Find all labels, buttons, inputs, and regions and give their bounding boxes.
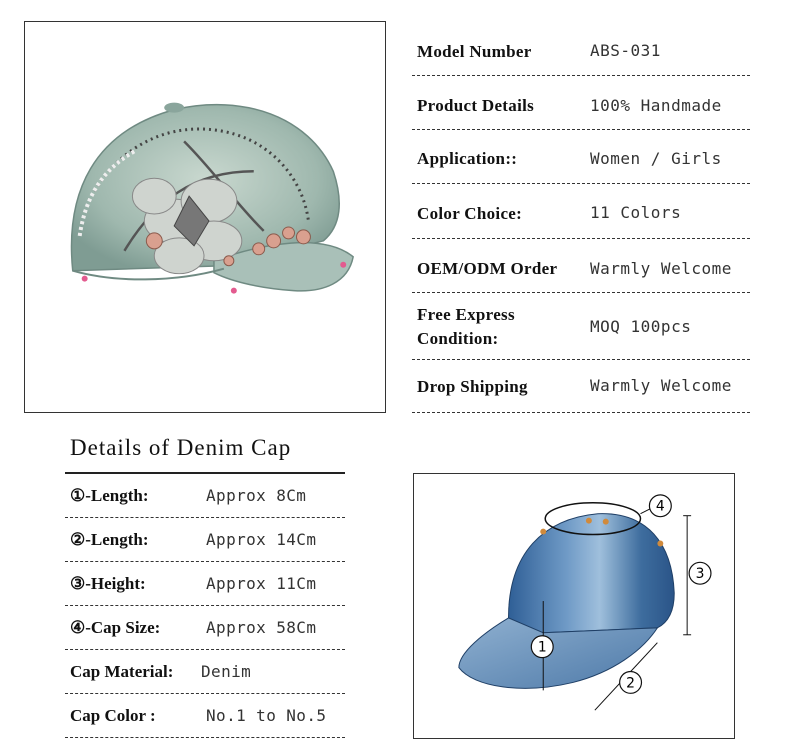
detail-row-cap-size xyxy=(65,606,345,650)
detail-value: Approx 11Cm xyxy=(206,574,317,593)
detail-label: ③-Height: xyxy=(70,574,146,593)
detail-row-color xyxy=(65,694,345,738)
spec-value: MOQ 100pcs xyxy=(590,317,692,336)
detail-label: ④-Cap Size: xyxy=(70,618,161,637)
spec-label: Application:: xyxy=(417,149,518,168)
specification-table xyxy=(412,32,750,413)
cap-dimension-diagram xyxy=(413,473,735,739)
detail-value: Approx 8Cm xyxy=(206,486,307,505)
spec-label: Drop Shipping xyxy=(417,377,528,396)
spec-row-color-choice xyxy=(412,184,750,239)
detail-label: Cap Material: xyxy=(70,662,174,681)
detail-value: Denim xyxy=(201,662,252,681)
detail-label: Cap Color : xyxy=(70,706,156,725)
spec-label: Model Number xyxy=(417,42,532,61)
spec-row-product-details xyxy=(412,76,750,130)
spec-value: Warmly Welcome xyxy=(590,376,732,395)
detail-row-material xyxy=(65,650,345,694)
spec-row-drop-shipping xyxy=(412,360,750,413)
detail-row-length-1 xyxy=(65,474,345,518)
details-title: Details of Denim Cap xyxy=(65,430,345,474)
marker-4-label: 4 xyxy=(655,498,665,515)
marker-1-label: 1 xyxy=(537,639,547,656)
spec-value: Warmly Welcome xyxy=(590,259,732,278)
denim-cap-diagram-image xyxy=(414,474,734,738)
spec-row-oem-odm xyxy=(412,239,750,293)
detail-value: Approx 58Cm xyxy=(206,618,317,637)
product-photo-embellished-cap xyxy=(24,21,386,413)
cap-details-table xyxy=(65,430,345,738)
spec-row-free-express xyxy=(412,293,750,360)
detail-row-height xyxy=(65,562,345,606)
spec-label: OEM/ODM Order xyxy=(417,259,558,278)
spec-row-application xyxy=(412,130,750,184)
detail-value: Approx 14Cm xyxy=(206,530,317,549)
spec-value: 100% Handmade xyxy=(590,96,722,115)
spec-row-model-number xyxy=(412,32,750,76)
marker-3-label: 3 xyxy=(695,566,705,583)
spec-label: Free Express xyxy=(417,305,515,324)
spec-value: 11 Colors xyxy=(590,203,682,222)
detail-value: No.1 to No.5 xyxy=(206,706,327,725)
spec-value: Women / Girls xyxy=(590,149,722,168)
spec-value: ABS-031 xyxy=(590,41,661,60)
spec-label: Color Choice: xyxy=(417,204,523,223)
detail-row-length-2 xyxy=(65,518,345,562)
spec-label-line2: Condition: xyxy=(417,329,499,348)
detail-label: ②-Length: xyxy=(70,530,149,549)
marker-2-label: 2 xyxy=(626,675,635,692)
spec-label: Product Details xyxy=(417,96,535,115)
embellished-cap-image xyxy=(25,22,385,412)
detail-label: ①-Length: xyxy=(70,486,149,505)
